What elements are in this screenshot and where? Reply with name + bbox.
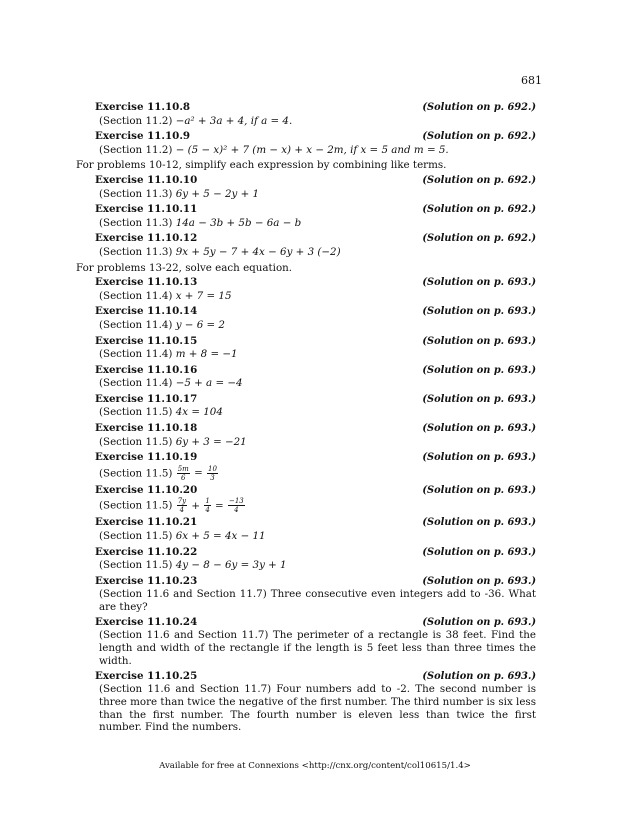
solution-link[interactable]: (Solution on p. 693.) [422,423,536,435]
exercise-body [99,319,536,334]
solution-link[interactable]: (Solution on p. 693.) [422,616,536,628]
solution-link[interactable]: (Solution on p. 692.) [422,233,536,245]
exercise [95,670,536,735]
math-expression [176,464,219,482]
solution-link[interactable]: (Solution on p. 692.) [422,174,536,186]
solution-link[interactable]: (Solution on p. 693.) [422,277,536,289]
fraction-numerator: −13 [228,497,244,506]
exercise [95,516,536,544]
exercise [95,174,536,202]
math-expression: x + 7 = 15 [175,289,232,302]
solution-link[interactable]: (Solution on p. 693.) [422,364,536,376]
exercise-title: Exercise 11.10.9 [95,130,191,143]
solution-link[interactable]: (Solution on p. 693.) [422,335,536,347]
exercise-text: (Section 11.6 and Section 11.7) The perimeter of a rectangle is 38 feet. Find the length and width of the rectangle if the length is 5 feet less than three times the width. [99,629,536,667]
exercise-body [99,217,536,232]
exercise [95,484,536,516]
fraction [228,497,245,514]
exercise-title: Exercise 11.10.20 [95,483,198,496]
section-ref: (Section 11.5) [99,406,173,419]
section-ref: (Section 11.5) [99,435,173,448]
instruction-text: For problems 13-22, solve each equation. [76,261,293,274]
exercise [95,276,536,304]
exercise-body [99,246,536,261]
fraction-denominator: 6 [181,473,186,482]
fraction-denominator: 4 [234,506,239,515]
exercise-title: Exercise 11.10.22 [95,545,198,558]
exercise [95,203,536,231]
solution-link[interactable]: (Solution on p. 692.) [422,102,536,113]
section-ref: (Section 11.4) [99,348,173,361]
exercise-body [99,348,536,363]
page-footer: Available for free at Connexions <http://cnx.org/content/col10615/1.4> [159,761,471,771]
section-ref: (Section 11.3) [99,216,173,229]
exercise-title: Exercise 11.10.18 [95,422,198,435]
fraction [207,465,218,482]
exercise-title: Exercise 11.10.11 [95,203,198,216]
section-ref: (Section 11.2) [99,143,173,156]
fraction [204,497,210,514]
exercise [95,422,536,450]
math-expression: −a² + 3a + 4, if a = 4. [175,114,293,127]
math-expression: − (5 − x)² + 7 (m − x) + x − 2m, if x = 5 and m = 5. [175,143,449,156]
solution-link[interactable]: (Solution on p. 692.) [422,131,536,143]
solution-link[interactable]: (Solution on p. 692.) [422,204,536,216]
exercise-list [76,101,536,736]
page-number: 681 [521,74,542,87]
exercise-body [99,465,536,483]
exercise-title: Exercise 11.10.13 [95,276,198,289]
fraction [177,497,187,514]
math-expression: 6x + 5 = 4x − 11 [175,530,266,543]
exercise-body [99,406,536,421]
exercise-title: Exercise 11.10.12 [95,232,198,245]
exercise-title: Exercise 11.10.21 [95,516,198,529]
section-ref: (Section 11.4) [99,318,173,331]
exercise-title: Exercise 11.10.10 [95,173,198,186]
exercise-body [99,559,536,574]
exercise-body [99,377,536,392]
fraction-numerator: 1 [205,497,210,506]
solution-link[interactable]: (Solution on p. 693.) [422,517,536,529]
solution-link[interactable]: (Solution on p. 693.) [422,452,536,464]
exercise-title: Exercise 11.10.23 [95,574,198,587]
exercise [95,130,536,158]
math-expression: 6y + 5 − 2y + 1 [175,187,260,200]
exercise-title: Exercise 11.10.19 [95,451,198,464]
solution-link[interactable]: (Solution on p. 693.) [422,484,536,496]
exercise-title: Exercise 11.10.16 [95,363,198,376]
solution-link[interactable]: (Solution on p. 693.) [422,306,536,318]
math-expression: 6y + 3 = −21 [175,435,247,448]
section-ref: (Section 11.5) [99,559,173,572]
section-ref: (Section 11.3) [99,245,173,258]
exercise [95,305,536,333]
exercise-body [99,530,536,545]
exercise-title: Exercise 11.10.24 [95,615,198,628]
exercise [95,616,536,669]
exercise [95,101,536,129]
fraction-denominator: 4 [205,506,210,515]
solution-link[interactable]: (Solution on p. 693.) [422,575,536,587]
exercise [95,393,536,421]
fraction-denominator: 3 [210,473,215,482]
math-expression: m + 8 = −1 [175,348,238,361]
fraction-numerator: 7y [177,497,187,506]
fraction-numerator: 5m [177,464,189,473]
solution-link[interactable]: (Solution on p. 693.) [422,670,536,682]
fraction-denominator: 4 [179,506,185,515]
instruction-text: For problems 10-12, simplify each expression by combining like terms. [76,159,447,172]
fraction [177,465,190,482]
exercise-body [99,144,536,159]
exercise [95,335,536,363]
exercise-body [99,497,536,515]
solution-link[interactable]: (Solution on p. 693.) [422,393,536,405]
section-ref: (Section 11.4) [99,289,173,302]
section-ref: (Section 11.3) [99,187,173,200]
exercise-body [99,188,536,203]
exercise [95,546,536,574]
math-expression: −5 + a = −4 [175,377,243,390]
section-ref: (Section 11.5) [99,467,173,480]
solution-link[interactable]: (Solution on p. 693.) [422,546,536,558]
exercise [95,451,536,483]
exercise [95,364,536,392]
exercise [95,575,536,615]
exercise-body [99,290,536,305]
exercise-text: (Section 11.6 and Section 11.7) Three consecutive even integers add to -36. What are they? [99,588,536,614]
exercise-title: Exercise 11.10.8 [95,101,191,113]
section-ref: (Section 11.2) [99,114,173,127]
section-ref: (Section 11.5) [99,499,173,512]
section-ref: (Section 11.5) [99,530,173,543]
math-expression: y − 6 = 2 [175,318,225,331]
math-operator: + [188,499,204,512]
exercise-title: Exercise 11.10.14 [95,305,198,318]
exercise-title: Exercise 11.10.15 [95,334,198,347]
exercise-text: (Section 11.6 and Section 11.7) Four numbers add to -2. The second number is three more than twice the negative of the first number. The third number is six less than the first number. The fourth number is eleven less than twice the first number. Find the numbers. [99,683,536,734]
fraction-numerator: 10 [207,464,217,473]
exercise-body [99,436,536,451]
exercise-title: Exercise 11.10.17 [95,392,198,405]
math-expression: 4y − 8 − 6y = 3y + 1 [175,559,287,572]
section-ref: (Section 11.4) [99,377,173,390]
math-expression [176,497,246,515]
math-expression: 14a − 3b + 5b − 6a − b [175,216,302,229]
math-expression: 4x = 104 [175,406,223,419]
math-operator: = [211,499,227,512]
math-operator: = [190,467,206,480]
exercise-title: Exercise 11.10.25 [95,669,198,682]
exercise-body [99,115,536,130]
exercise [95,232,536,260]
math-expression: 9x + 5y − 7 + 4x − 6y + 3 (−2) [175,245,341,258]
